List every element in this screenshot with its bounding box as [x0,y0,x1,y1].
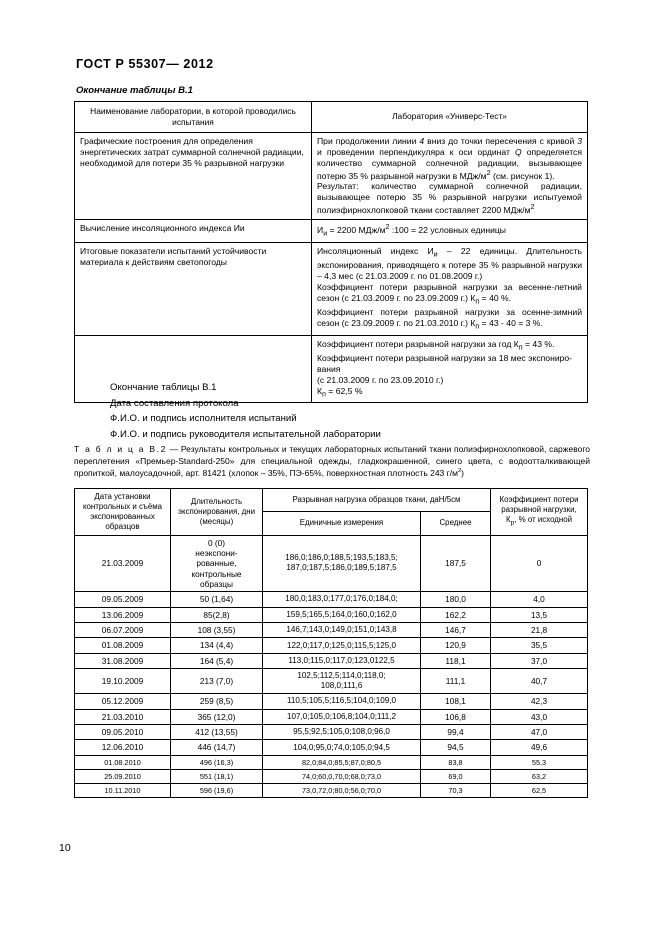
table-b1 [74,101,588,403]
table-b1-cell-value: Коэффициент потери разрывной нагрузки за год $К_п = 43$ %. Коэффициент потери разрывной нагрузки за 18 мес экспониро- вания (с 21.03.2009 г. по 23.09.2010 г.) $К_п = 62,5$ % [312,335,588,403]
page-number: 10 [59,842,71,854]
table-b2-cell-coefficient: 42,3 [491,694,588,709]
table-b2-cell-date: 09.05.2009 [75,592,171,607]
table-b2-cell-coefficient: 40,7 [491,669,588,694]
table-b2-cell-measurements: 107,0;105,0;106,8;104,0;111,2 [263,709,421,724]
table-b2-cell-duration: 496 (16,3) [171,755,263,769]
table-b2-cell-measurements: 95,5;92,5;105,0;108,0;96,0 [263,725,421,740]
table-b2-row [75,638,588,653]
table-b2-cell-coefficient: 43,0 [491,709,588,724]
table-b2-cell-date: 25.09.2010 [75,769,171,783]
table-b2-cell-measurements: 159,5;165,5;164,0;160,0;162,0 [263,607,421,622]
table-b2-cell-date: 31.08.2009 [75,653,171,668]
table-b1-row [75,242,588,335]
table-b2-row [75,783,588,797]
table-b2-cell-average: 83,8 [421,755,491,769]
table-b2-cell-date: 21.03.2009 [75,535,171,592]
protocol-note-item: Окончание таблицы В.1 [110,382,217,393]
table-b2-cell-date: 13.06.2009 [75,607,171,622]
table-b2-row [75,694,588,709]
table-b2-row [75,709,588,724]
table-b2-cell-duration: 213 (7,0) [171,669,263,694]
table-b2-caption-tail: ) [461,468,465,479]
table-b2-cell-date: 01.08.2010 [75,755,171,769]
table-b2-cell-duration: 446 (14,7) [171,740,263,755]
table-b2-cell-measurements: 146,7;143,0;149,0;151,0;143,8 [263,623,421,638]
table-b2-cell-average: 99,4 [421,725,491,740]
table-b1-cell-parameter: Итоговые показатели испытаний устойчивости материала к действиям светопогоды [75,242,312,335]
table-b2-cell-coefficient: 37,0 [491,653,588,668]
table-b2-cell-coefficient: 35,5 [491,638,588,653]
table-b2-cell-average: 69,0 [421,769,491,783]
table-b2-cell-average: 70,3 [421,783,491,797]
table-b2-header-duration: Длительность экспонирования, дни (месяцы) [171,489,263,536]
table-b2-row [75,623,588,638]
protocol-note-item: Дата составления протокола [110,397,239,409]
table-b1-cell-parameter: Графические построения для определения энергетических затрат суммарной солнечной радиации, необходимой для потери 35 % разрывной нагрузки [75,132,312,220]
table-b2-caption-label: Т а б л и ц а В.2 [74,444,167,454]
table-b2-cell-duration: 0 (0) неэкспони- рованные, контрольные образцы [171,535,263,592]
table-b2-cell-coefficient: 47,0 [491,725,588,740]
table-b2-cell-date: 10.11.2010 [75,783,171,797]
table-b2-row [75,653,588,668]
table-b2-cell-duration: 50 (1,64) [171,592,263,607]
table-b2-cell-coefficient: 55,3 [491,755,588,769]
table-b2-header-coefficient: Коэффициент потери разрывной нагрузки, $К_р$, % от исходной [491,489,588,536]
protocol-note-item: Ф.И.О. и подпись исполнителя испытаний [110,413,297,425]
table-b2-cell-average: 94,5 [421,740,491,755]
table-b2-header-individual-measurements: Единичные измерения [263,512,421,535]
table-b1-cell-value: При продолжении линии 4 вниз до точки пересечения с кривой 3 и проведении перпендикуляра к оси ординат Q определяется количество суммарной солнечной радиации, вызывающее потерю 35 % разрывной нагрузки в МДж/$м^2$ (см. рисунок 1). Результат: количество суммарной солнечной радиации, вызывающее потерю 35 % разрывной нагрузки испытуемой полиэфирнохлопковой ткани составляет 2200 МДж/$м^2$ [312,132,588,220]
table-b2-cell-average: 146,7 [421,623,491,638]
table-b2-cell-date: 06.07.2009 [75,623,171,638]
table-b1-cell-value: Инсоляционный индекс $И_и - 22$ единицы. Длительность экспонирования, приводящего к потере 35 % разрывной нагрузки – 4,3 мес (с 21.03.2009 г. по 01.08.2009 г.) Коэффициент потери разрывной нагрузки за весенне-летний сезон (с 21.03.2009 г. по 23.09.2009 г.) $К_п = 40$ %. Коэффициент потери разрывной нагрузки за осенне-зимний сезон (с 23.09.2009 г. по 21.03.2010 г.) $К_п = 43 - 40 = 3$ %. [312,242,588,335]
table-b1-cell-parameter: Вычисление инсоляционного индекса Ии [75,220,312,243]
table-b2-cell-average: 108,1 [421,694,491,709]
table-b2-caption [74,443,590,479]
table-b2-header-average: Среднее [421,512,491,535]
table-b2-row [75,592,588,607]
table-b2-cell-measurements: 73,0,72,0;80,0;56,0;70,0 [263,783,421,797]
table-b2-cell-date: 12.06.2010 [75,740,171,755]
table-b2-cell-average: 162,2 [421,607,491,622]
table-b2-cell-duration: 108 (3,55) [171,623,263,638]
table-b2-cell-measurements: 102,5;112,5;114,0;118,0; 108,0;111,6 [263,669,421,694]
table-b2-row [75,755,588,769]
table-b2-cell-average: 106,8 [421,709,491,724]
table-b2-row [75,669,588,694]
table-b2-cell-date: 21.03.2010 [75,709,171,724]
table-b2-cell-coefficient: 49,6 [491,740,588,755]
table-b2-cell-duration: 551 (18,1) [171,769,263,783]
table-b1-header-cell-lab-value: Лаборатория «Универс-Тест» [312,102,588,133]
table-b2-cell-duration: 164 (5,4) [171,653,263,668]
table-b2-header-row-1 [75,489,588,512]
protocol-note-item: Ф.И.О. и подпись руководителя испытательной лаборатории [110,428,381,440]
table-b2-caption-superscript: 2 [457,468,462,475]
table-b2-cell-average: 187,5 [421,535,491,592]
table-b2-cell-measurements: 122,0;117,0;125,0;115,5;125,0 [263,638,421,653]
table-b1-caption: Окончание таблицы В.1 [76,85,193,96]
protocol-notes-list [110,380,381,442]
table-b2-cell-measurements: 74,0;60,0,70,0;68,0;73,0 [263,769,421,783]
table-b2-cell-coefficient: 0 [491,535,588,592]
table-b2-cell-date: 19.10.2009 [75,669,171,694]
table-b2-cell-measurements: 180,0;183,0;177,0;176,0;184,0; [263,592,421,607]
table-b2-row [75,769,588,783]
table-b2 [74,488,588,798]
table-b2-cell-average: 120,9 [421,638,491,653]
table-b2-cell-coefficient: 63,2 [491,769,588,783]
table-b2-cell-duration: 412 (13,55) [171,725,263,740]
table-b2-cell-coefficient: 21,8 [491,623,588,638]
table-b2-cell-duration: 85(2,8) [171,607,263,622]
table-b2-cell-coefficient: 62,5 [491,783,588,797]
table-b2-cell-measurements: 110,5;105,5;116,5;104,0;109,0 [263,694,421,709]
table-b2-cell-duration: 259 (8,5) [171,694,263,709]
table-b2-header-group-breaking-load: Разрывная нагрузка образцов ткани, даН/5см [263,489,491,512]
standard-code-header: ГОСТ Р 55307— 2012 [76,57,214,71]
table-b2-row [75,535,588,592]
table-b2-cell-measurements: 113,0;115,0;117,0;123,0122,5 [263,653,421,668]
table-b2-cell-measurements: 82,0;84,0;85,5;87,0;80,5 [263,755,421,769]
table-b2-cell-duration: 596 (19,6) [171,783,263,797]
table-b2-row [75,607,588,622]
table-b2-cell-measurements: 104,0;95,0;74,0;105,0;94,5 [263,740,421,755]
table-b2-cell-average: 111,1 [421,669,491,694]
table-b1-header-cell-lab-name: Наименование лаборатории, в которой проводились испытания [75,102,312,133]
table-b1-row [75,132,588,220]
table-b2-cell-date: 09.05.2010 [75,725,171,740]
table-b2-cell-coefficient: 4,0 [491,592,588,607]
table-b1-cell-value: $И_и = 2200$ МДж/$м^2$ :100 = 22 условных единицы [312,220,588,243]
table-b2-cell-duration: 134 (4,4) [171,638,263,653]
table-b2-row [75,740,588,755]
table-b2-cell-date: 01.08.2009 [75,638,171,653]
table-b2-cell-coefficient: 13,5 [491,607,588,622]
table-b1-row [75,220,588,243]
table-b2-cell-average: 118,1 [421,653,491,668]
table-b2-header-date: Дата установки контрольных и съёма экспонированных образцов [75,489,171,536]
table-b2-cell-date: 05.12.2009 [75,694,171,709]
table-b2-cell-duration: 365 (12,0) [171,709,263,724]
table-b2-cell-measurements: 186,0;186,0;188,5;193,5;183,5; 187,0;187,5;186,0;189,5;187,5 [263,535,421,592]
table-b1-header-row [75,102,588,133]
table-b2-cell-average: 180,0 [421,592,491,607]
table-b2-caption-text: — Результаты контрольных и текущих лабораторных испытаний ткани полиэфирнохлопковой, саржевого переплетения «Премьер-Standard-250» для специальной одежды, гладкокрашенной, синего цвета, с водоотталкивающей пропиткой, малоусадочной, арт. 81421 (хлопок – 35%, ПЭ-65%, поверхностная плотность 243 г/м [74,444,590,479]
table-b2-row [75,725,588,740]
